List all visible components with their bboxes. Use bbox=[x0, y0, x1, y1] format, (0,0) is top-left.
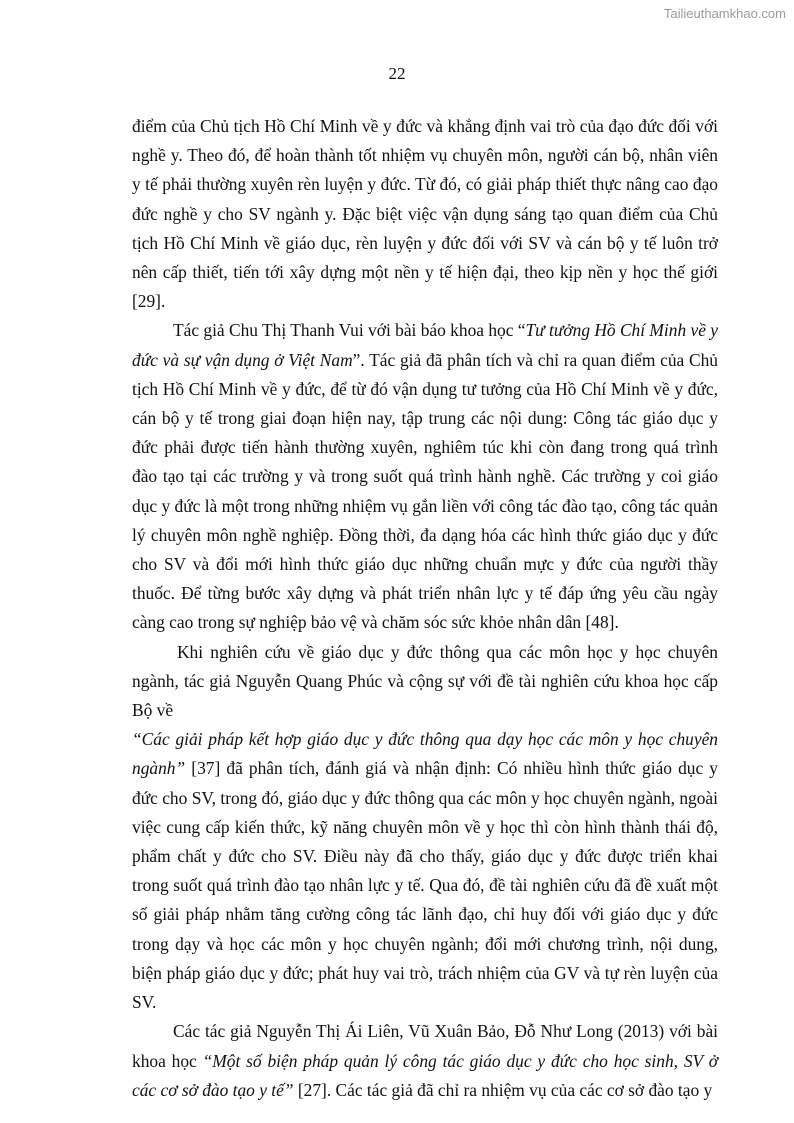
paragraph-2-text-b: ”. Tác giả đã phân tích và chỉ ra quan điểm của Chủ tịch Hồ Chí Minh về y đức, để từ đó vận dụng tư tưởng của Hồ Chí Minh về y đức, cán bộ y tế trong giai đoạn hiện nay, tập trung các nội dung: Công tác giáo dục y đức phải được tiến hành thường xuyên, nghiêm túc khi còn đang trong quá trình đào tạo tại các trường y và trong suốt quá trình hành nghề. Các trường y coi giáo dục y đức là một trong những nhiệm vụ gắn liền với công tác đào tạo, công tác quản lý chuyên môn nghề nghiệp. Đồng thời, đa dạng hóa các hình thức giáo dục y đức cho SV và đổi mới hình thức giáo dục những chuẩn mực y đức của người thầy thuốc. Để từng bước xây dựng và phát triển nhân lực y tế đáp ứng yêu cầu ngày càng cao trong sự nghiệp bảo vệ và chăm sóc sức khỏe nhân dân [48]. bbox=[132, 349, 718, 633]
paragraph-2-text-a: Tác giả Chu Thị Thanh Vui với bài báo khoa học “ bbox=[173, 320, 526, 341]
paragraph-1-text: điểm của Chủ tịch Hồ Chí Minh về y đức và khẳng định vai trò của đạo đức đối với nghề y. Theo đó, để hoàn thành tốt nhiệm vụ chuyên môn, người cán bộ, nhân viên y tế phải thường xuyên rèn luyện y đức. Từ đó, có giải pháp thiết thực nâng cao đạo đức nghề y cho SV ngành y. Đặc biệt việc vận dụng sáng tạo quan điểm của Chủ tịch Hồ Chí Minh về giáo dục, rèn luyện y đức đối với SV và cán bộ y tế luôn trở nên cấp thiết, tiến tới xây dựng một nền y tế hiện đại, theo kịp nền y học thế giới [29]. bbox=[132, 116, 718, 312]
paragraph-3-project-title: “Các giải pháp kết hợp giáo dục y đức thông qua dạy học các môn y học chuyên ngành” bbox=[132, 729, 718, 779]
paragraph-4-article-title: “Một số biện pháp quản lý công tác giáo dục y đức cho học sinh, SV ở các cơ sở đào tạo y tế” bbox=[132, 1050, 718, 1100]
document-body bbox=[132, 112, 718, 1105]
paragraph-4-text-b: [27]. Các tác giả đã chỉ ra nhiệm vụ của các cơ sở đào tạo y bbox=[293, 1079, 713, 1100]
page-number: 22 bbox=[388, 64, 406, 83]
paragraph-4-text-a: Các tác giả Nguyễn Thị Ái Liên, Vũ Xuân Bảo, Đỗ Như Long (2013) với bài khoa học bbox=[132, 1021, 718, 1071]
paragraph-1 bbox=[132, 112, 718, 316]
watermark: Tailieuthamkhao.com bbox=[663, 6, 786, 21]
paragraph-3 bbox=[132, 638, 718, 1018]
paragraph-3-text-b: [37] đã phân tích, đánh giá và nhận định: Có nhiều hình thức giáo dục y đức cho SV, trong đó, giáo dục y đức thông qua các môn y học chuyên ngành, ngoài việc cung cấp kiến thức, kỹ năng chuyên môn về y học thì còn hình thành thái độ, phẩm chất y đức cho SV. Điều này đã cho thấy, giáo dục y đức được triển khai trong suốt quá trình đào tạo nhân lực y tế. Qua đó, đề tài nghiên cứu đã đề xuất một số giải pháp nhằm tăng cường công tác lãnh đạo, chỉ huy đối với giáo dục y đức trong dạy và học các môn y học chuyên ngành; đổi mới chương trình, nội dung, biện pháp giáo dục y đức; phát huy vai trò, trách nhiệm của GV và tự rèn luyện của SV. bbox=[132, 758, 718, 1013]
paragraph-4 bbox=[132, 1017, 718, 1105]
paragraph-3-text-a: Khi nghiên cứu về giáo dục y đức thông qua các môn học y học chuyên ngành, tác giả Nguyễn Quang Phúc và cộng sự với đề tài nghiên cứu khoa học cấp Bộ về bbox=[132, 641, 718, 721]
paragraph-2-article-title: Tư tưởng Hồ Chí Minh về y đức và sự vận dụng ở Việt Nam bbox=[132, 320, 718, 370]
paragraph-2 bbox=[132, 316, 718, 637]
